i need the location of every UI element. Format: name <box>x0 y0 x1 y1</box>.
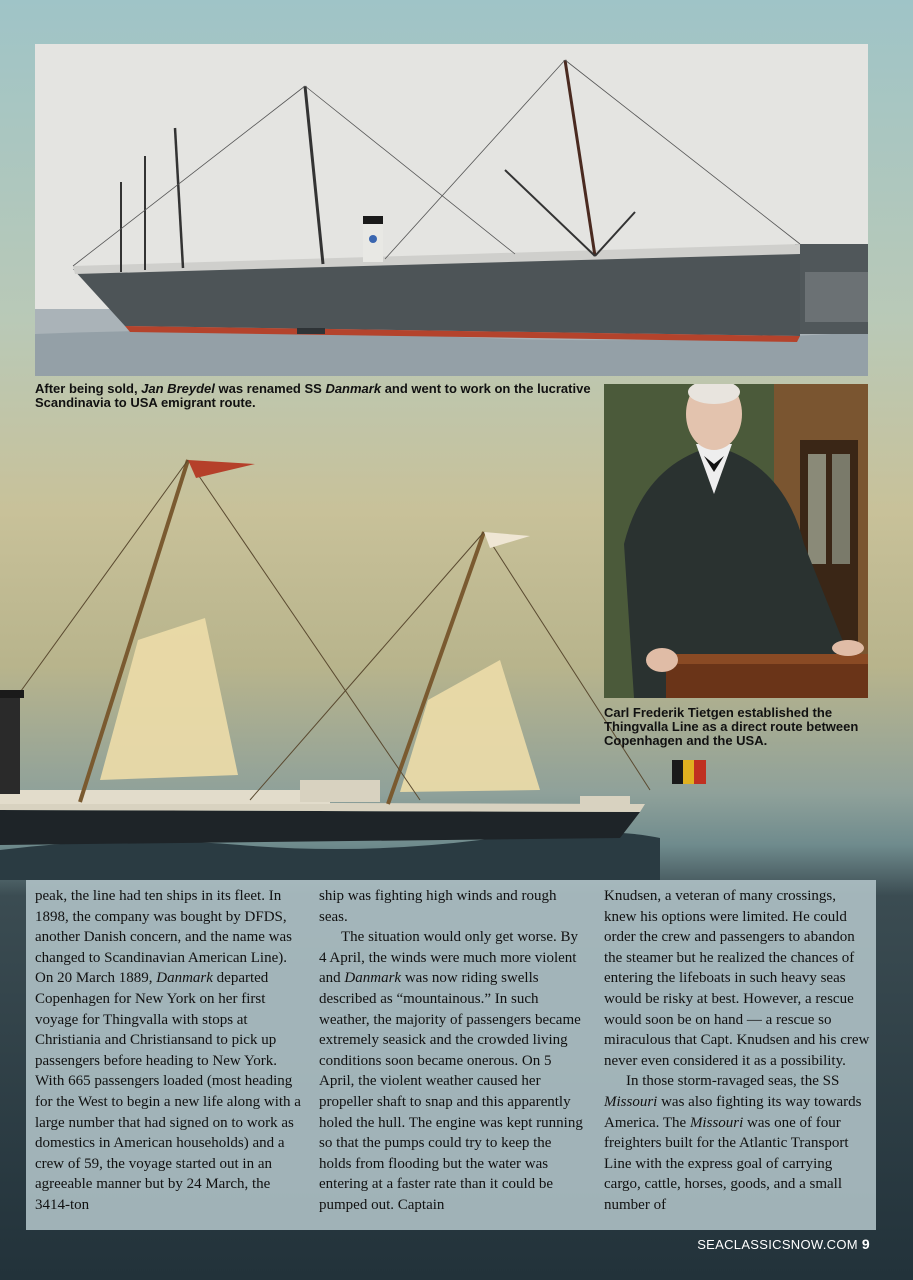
caption-ship-name: Jan Breydel <box>141 381 215 396</box>
footer-site: SEACLASSICSNOW.COM <box>697 1237 858 1252</box>
paragraph-text: departed Copenhagen for New York on her first voyage for Thingvalla with stops at Christiania and Christiansand to pick up passengers before heading to New York. With 665 passengers loaded (most heading for the West to begin a new life along with a large number that had signed on to work as domestics in American households) and a crew of 59, the voyage started out in an agreeable manner but by 24 March, the 3414-ton <box>35 970 301 1213</box>
top-photo-caption <box>35 382 595 410</box>
background-ship-painting <box>0 440 660 880</box>
article-column-2 <box>319 886 585 1216</box>
photo-ss-danmark <box>35 44 868 376</box>
paragraph-text: was one of four freighters built for the Atlantic Transport Line with the express goal of carrying cargo, cattle, horses, goods, and a small number of <box>604 1114 849 1213</box>
page-number: 9 <box>861 1236 870 1252</box>
article-paragraph <box>35 886 301 1216</box>
article-paragraph: ship was fighting high winds and rough seas. <box>319 888 557 925</box>
page-footer <box>690 1236 870 1252</box>
article-column-1 <box>35 886 301 1216</box>
article-column-3 <box>604 886 870 1216</box>
caption-text: and went to work on the lucrative Scandinavia to USA emigrant route. <box>35 381 591 410</box>
portrait-carl-frederik-tietgen <box>604 384 868 698</box>
ship-name: Missouri <box>689 1114 744 1131</box>
caption-text: After being sold, <box>35 381 142 396</box>
caption-text: was renamed SS <box>214 381 326 396</box>
ship-name: Danmark <box>344 970 402 987</box>
paragraph-text: peak, the line had ten ships in its fleet. In 1898, the company was bought by DFDS, another Danish concern, and the name was changed to Scandinavian American Line). On 20 March 1889, <box>35 888 292 987</box>
caption-ship-name: Danmark <box>325 381 382 396</box>
article-paragraph <box>319 927 585 1215</box>
article-paragraph <box>604 1071 870 1215</box>
paragraph-text: The situation would only get worse. By 4 April, the winds were much more violent and <box>319 929 579 987</box>
belgian-flag-icon <box>672 760 706 784</box>
article-paragraph: Knudsen, a veteran of many crossings, knew his options were limited. He could order the crew and passengers to abandon the steamer but he realized the chances of entering the lifeboats in such heavy seas would be risky at best. However, a rescue would soon be on hand — a rescue so miraculous that Capt. Knudsen and his crew never even considered it as a possibility. <box>604 888 870 1069</box>
ship-name: Missouri <box>604 1093 658 1110</box>
paragraph-text: was also fighting its way towards America. The <box>604 1093 862 1131</box>
paragraph-text: In those storm-ravaged seas, the SS <box>626 1073 840 1090</box>
ship-name: Danmark <box>156 970 213 987</box>
portrait-caption: Carl Frederik Tietgen established the Thingvalla Line as a direct route between Copenhagen and the USA. <box>604 705 859 748</box>
paragraph-text: was now riding swells described as “mountainous.” In such weather, the majority of passengers became extremely seasick and the crowded living conditions soon became onerous. On 5 April, the violent weather caused her propeller shaft to snap and this apparently holed the hull. The engine was kept running so that the pumps could try to keep the holds from flooding but the water was entering at a faster rate than it could be pumped out. Captain <box>319 970 583 1213</box>
